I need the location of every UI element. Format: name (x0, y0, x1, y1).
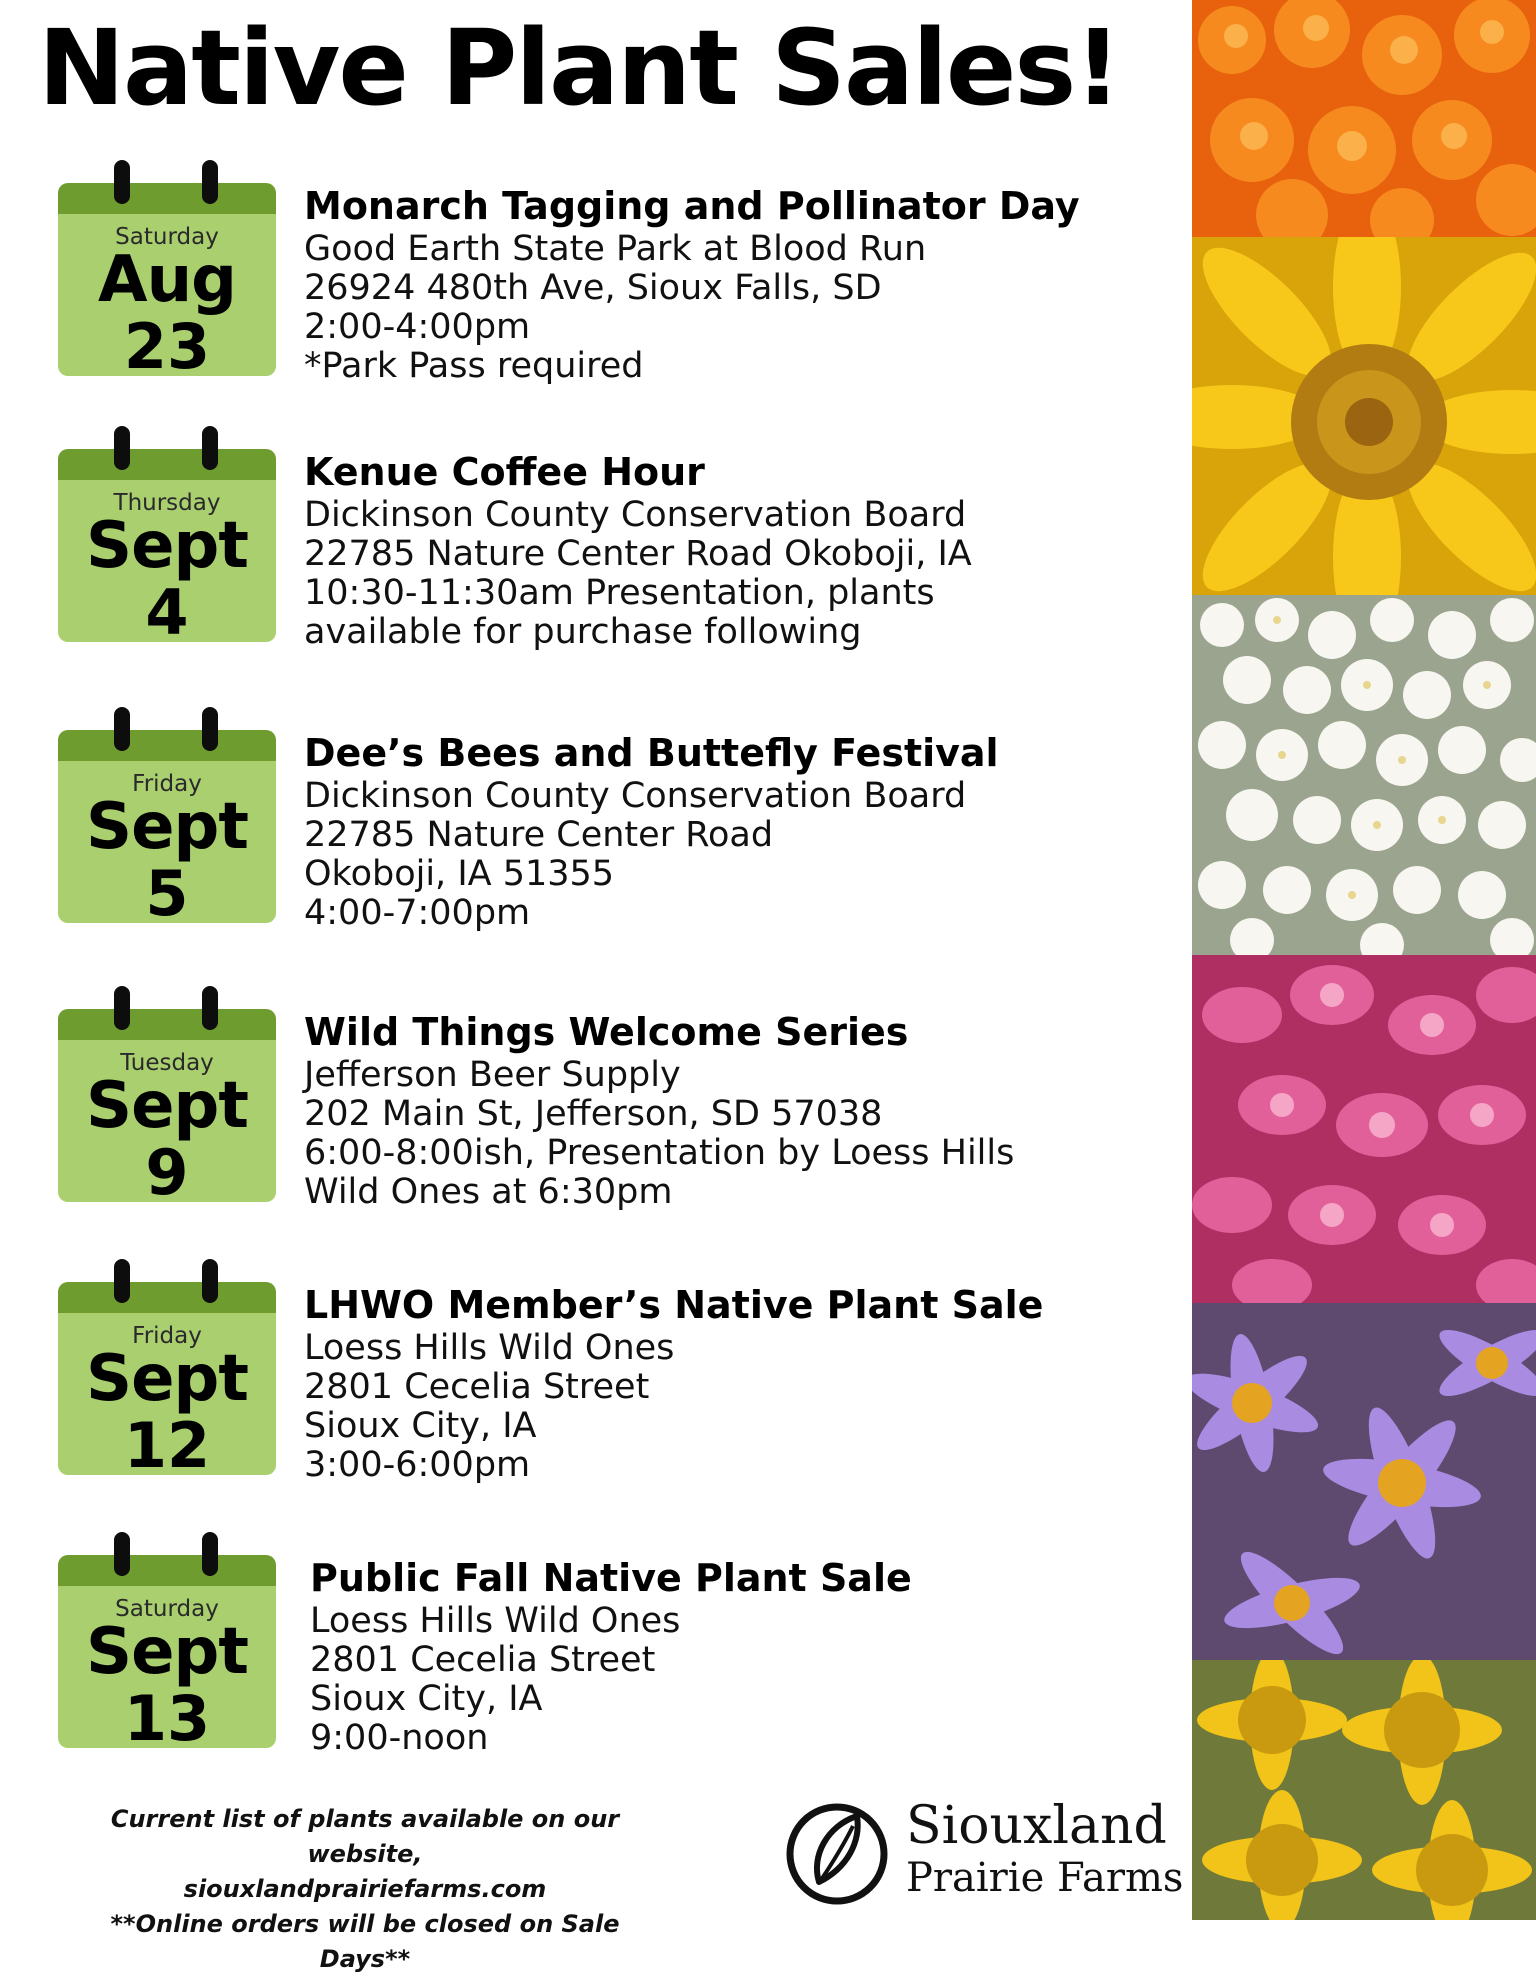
event-detail-line: 202 Main St, Jefferson, SD 57038 (304, 1094, 883, 1134)
event-info (304, 182, 1164, 386)
event-title: Monarch Tagging and Pollinator Day (304, 184, 1080, 228)
footer-website: siouxlandprairiefarms.com (183, 1875, 547, 1903)
event-detail-line: 22785 Nature Center Road Okoboji, IA (304, 534, 972, 574)
photo-orange-milkweed (1192, 0, 1536, 237)
calendar-ring (114, 426, 130, 470)
event-item (58, 1532, 1178, 1772)
photo-white-yarrow (1192, 595, 1536, 955)
calendar-icon (58, 1259, 276, 1499)
event-info (304, 729, 1164, 933)
event-detail-line: *Park Pass required (304, 346, 644, 386)
footer-note (95, 1802, 635, 1977)
calendar-weekday: Tuesday (120, 1050, 214, 1076)
calendar-date: 4 (145, 576, 189, 649)
event-title: Wild Things Welcome Series (304, 1010, 909, 1054)
event-detail-line: Dickinson County Conservation Board (304, 776, 967, 816)
calendar-weekday: Saturday (115, 224, 219, 250)
event-detail-line: 10:30-11:30am Presentation, plants (304, 573, 935, 613)
calendar-icon (58, 160, 276, 400)
calendar-ring (202, 1259, 218, 1303)
calendar-month: Sept (86, 790, 248, 864)
calendar-month: Sept (86, 1615, 248, 1689)
brand-logo (783, 1796, 1183, 1908)
event-info (310, 1554, 1170, 1758)
leaf-logo-icon (783, 1796, 891, 1908)
event-detail-line: 4:00-7:00pm (304, 893, 531, 933)
event-info (304, 448, 1164, 652)
calendar-weekday: Friday (132, 1323, 202, 1349)
event-detail-line: Dickinson County Conservation Board (304, 495, 967, 535)
event-detail-line: 9:00-noon (310, 1718, 489, 1758)
event-detail-line: Okoboji, IA 51355 (304, 854, 615, 894)
calendar-ring (202, 1532, 218, 1576)
event-detail-line: available for purchase following (304, 612, 862, 652)
calendar-date: 23 (123, 310, 211, 383)
calendar-date: 9 (145, 1136, 189, 1209)
calendar-ring (114, 1532, 130, 1576)
page-title: Native Plant Sales! (38, 7, 1120, 129)
event-title: Dee’s Bees and Buttefly Festival (304, 731, 999, 775)
photo-pink-swamp-milkweed (1192, 955, 1536, 1303)
calendar-icon (58, 1532, 276, 1772)
calendar-month: Sept (86, 509, 248, 583)
event-detail-line: Sioux City, IA (304, 1406, 537, 1446)
logo-name: Siouxland (906, 1796, 1167, 1856)
event-detail-line: Sioux City, IA (310, 1679, 543, 1719)
event-detail-line: 2801 Cecelia Street (310, 1640, 656, 1680)
calendar-weekday: Saturday (115, 1596, 219, 1622)
footer-line-3: **Online orders will be closed on Sale Days** (110, 1910, 620, 1973)
calendar-ring (114, 707, 130, 751)
event-detail-line: Good Earth State Park at Blood Run (304, 229, 927, 269)
calendar-month: Sept (86, 1069, 248, 1143)
event-detail-line: 3:00-6:00pm (304, 1445, 531, 1485)
event-detail-line: 22785 Nature Center Road (304, 815, 774, 855)
event-detail-line: 2801 Cecelia Street (304, 1367, 650, 1407)
calendar-ring (202, 986, 218, 1030)
photo-yellow-sneezeweed (1192, 1660, 1536, 1920)
photo-purple-aster (1192, 1303, 1536, 1660)
event-item (58, 426, 1178, 666)
event-item (58, 1259, 1178, 1499)
event-item (58, 986, 1178, 1226)
event-detail-line: Loess Hills Wild Ones (310, 1601, 681, 1641)
calendar-icon (58, 426, 276, 666)
event-detail-line: Jefferson Beer Supply (304, 1055, 681, 1095)
calendar-date: 13 (123, 1682, 211, 1755)
calendar-month: Aug (98, 243, 236, 317)
footer-line-1: Current list of plants available on our website, (110, 1805, 620, 1868)
event-detail-line: 2:00-4:00pm (304, 307, 531, 347)
calendar-weekday: Friday (132, 771, 202, 797)
calendar-date: 12 (123, 1409, 211, 1482)
calendar-ring (114, 1259, 130, 1303)
calendar-month: Sept (86, 1342, 248, 1416)
calendar-weekday: Thursday (113, 490, 221, 516)
event-detail-line: Wild Ones at 6:30pm (304, 1172, 673, 1212)
event-info (304, 1281, 1164, 1485)
calendar-ring (114, 160, 130, 204)
calendar-icon (58, 707, 276, 947)
event-title: LHWO Member’s Native Plant Sale (304, 1283, 1044, 1327)
calendar-ring (202, 160, 218, 204)
logo-subtitle: Prairie Farms (906, 1855, 1184, 1901)
calendar-ring (202, 426, 218, 470)
event-title: Kenue Coffee Hour (304, 450, 705, 494)
event-detail-line: Loess Hills Wild Ones (304, 1328, 675, 1368)
calendar-icon (58, 986, 276, 1226)
flower-photo-strip (1192, 0, 1536, 1920)
photo-yellow-sunflower (1192, 237, 1536, 595)
calendar-ring (202, 707, 218, 751)
event-item (58, 707, 1178, 947)
calendar-date: 5 (145, 857, 189, 930)
event-detail-line: 26924 480th Ave, Sioux Falls, SD (304, 268, 882, 308)
event-title: Public Fall Native Plant Sale (310, 1556, 912, 1600)
event-info (304, 1008, 1164, 1212)
event-item (58, 160, 1178, 400)
event-detail-line: 6:00-8:00ish, Presentation by Loess Hills (304, 1133, 1015, 1173)
calendar-ring (114, 986, 130, 1030)
